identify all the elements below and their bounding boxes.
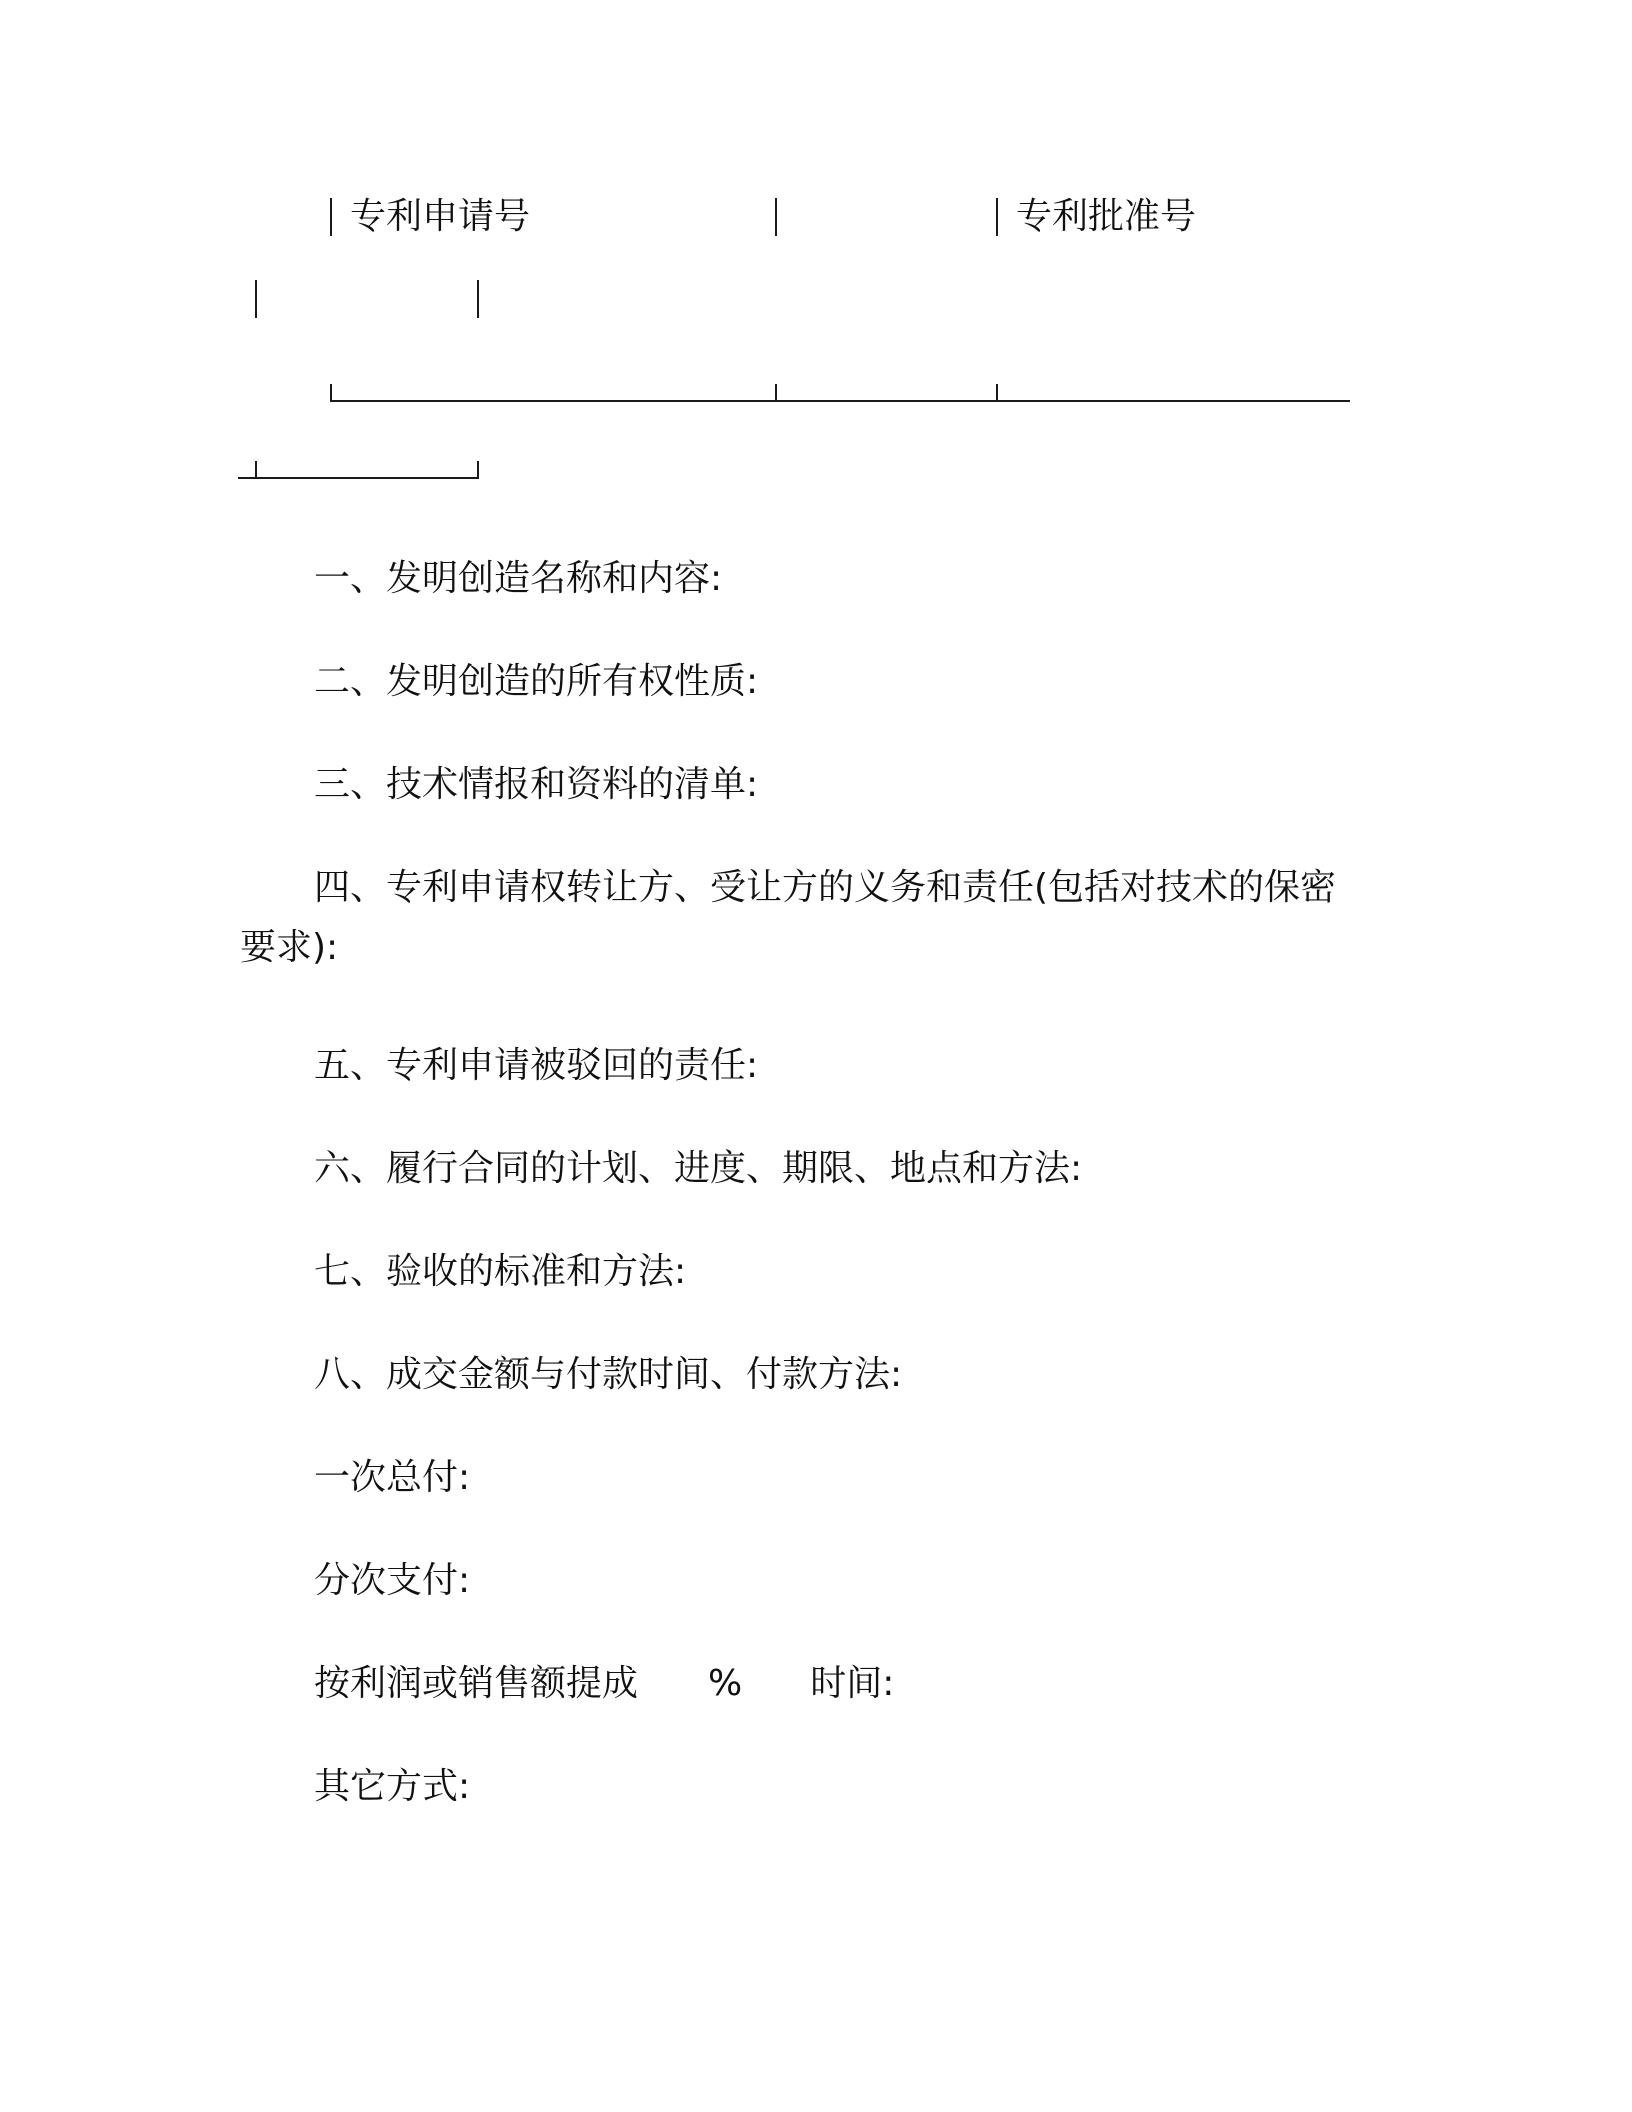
payment-lump-sum: 一次总付: [314,1457,471,1498]
table-divider [330,198,332,236]
section-6-heading: 六、履行合同的计划、进度、期限、地点和方法: [314,1148,1083,1189]
section-3-heading: 三、技术情报和资料的清单: [314,764,759,805]
approval-number-field-line[interactable] [996,400,1350,402]
section-4-heading: 四、专利申请权转让方、受让方的义务和责任(包括对技术的保密要求): [240,867,1337,968]
percent-sign: % [708,1663,743,1704]
section-1-heading: 一、发明创造名称和内容: [314,558,723,599]
section-2-heading: 二、发明创造的所有权性质: [314,661,759,702]
table-tick [477,461,479,479]
payment-royalty-row [314,1660,894,1708]
section-8-heading: 八、成交金额与付款时间、付款方法: [314,1354,903,1395]
table-divider [996,198,998,236]
table-divider [255,280,257,318]
table-tick [255,461,257,479]
table-divider [477,280,479,318]
table-divider [775,198,777,236]
payment-other: 其它方式: [314,1766,471,1807]
application-number-field-line[interactable] [330,400,776,402]
section-5-heading: 五、专利申请被驳回的责任: [314,1045,759,1086]
payment-installments: 分次支付: [314,1560,471,1601]
approval-number-label: 专利批准号 [1016,196,1197,237]
section-7-heading: 七、验收的标准和方法: [314,1251,687,1292]
table-bottom-border [775,400,997,402]
application-number-label: 专利申请号 [350,196,531,237]
time-label: 时间: [810,1663,895,1704]
table-bottom-border [238,477,478,479]
royalty-label: 按利润或销售额提成 [314,1663,639,1704]
